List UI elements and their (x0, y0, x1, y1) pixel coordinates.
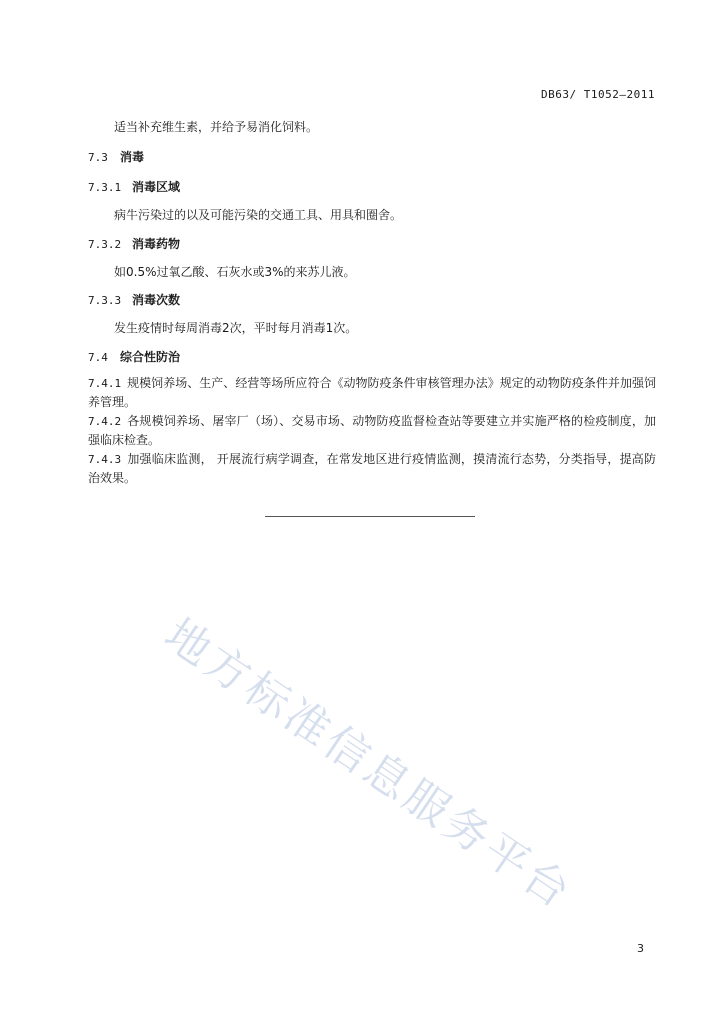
clause-7-4-3 (88, 450, 656, 488)
section-7-3-1-heading (88, 178, 180, 195)
section-7-3-3-heading (88, 291, 180, 308)
section-number: 7.4 (88, 351, 108, 364)
section-7-3-heading (88, 148, 144, 165)
clause-text: 各规模饲养场、屠宰厂（场）、交易市场、动物防疫监督检查站等要建立并实施严格的检疫制度，加强临床检查。 (88, 414, 656, 447)
end-of-document-rule (265, 516, 475, 517)
clause-text: 规模饲养场、生产、经营等场所应符合《动物防疫条件审核管理办法》规定的动物防疫条件并加强饲养管理。 (88, 376, 656, 409)
watermark: 地方标准信息服务平台 (155, 609, 582, 920)
section-title: 消毒区域 (132, 180, 181, 194)
section-title: 综合性防治 (120, 350, 181, 364)
clause-text: 加强临床监测， 开展流行病学调查，在常发地区进行疫情监测，摸清流行态势，分类指导，提高防治效果。 (88, 452, 656, 485)
clause-number: 7.4.1 (88, 377, 122, 390)
clause-number: 7.4.3 (88, 453, 122, 466)
section-number: 7.3.3 (88, 294, 122, 307)
section-7-4-heading (88, 348, 180, 365)
section-number: 7.3.2 (88, 238, 122, 251)
section-title: 消毒 (120, 150, 145, 164)
section-title: 消毒次数 (132, 293, 181, 307)
section-7-3-2-heading (88, 235, 180, 252)
clause-number: 7.4.2 (88, 415, 122, 428)
paragraph-vitamins: 适当补充维生素，并给予易消化饲料。 (114, 120, 319, 134)
section-title: 消毒药物 (132, 237, 181, 251)
clause-7-4-1 (88, 374, 656, 412)
paragraph-disinfection-frequency: 发生疫情时每周消毒2次，平时每月消毒1次。 (114, 321, 358, 335)
section-number: 7.3.1 (88, 181, 122, 194)
paragraph-disinfection-area: 病牛污染过的以及可能污染的交通工具、用具和圈舍。 (114, 208, 403, 222)
clause-7-4-2 (88, 412, 656, 450)
page-number: 3 (637, 942, 644, 955)
section-number: 7.3 (88, 151, 108, 164)
paragraph-disinfection-drugs: 如0.5%过氧乙酸、石灰水或3%的来苏儿液。 (114, 265, 356, 279)
document-code: DB63/ T1052—2011 (541, 88, 655, 101)
